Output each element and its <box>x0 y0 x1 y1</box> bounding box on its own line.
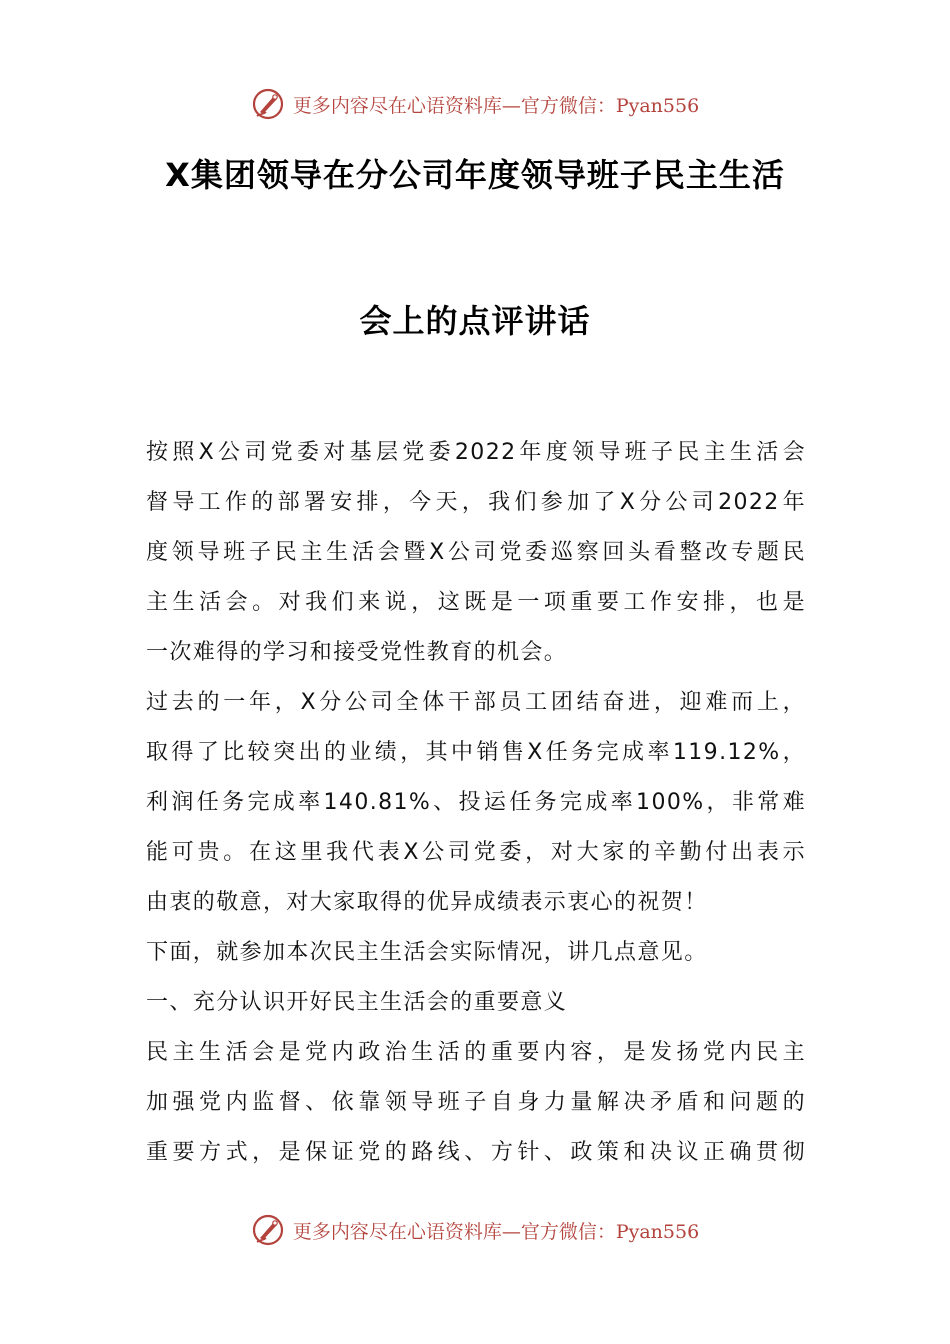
body-line: 一次难得的学习和接受党性教育的机会。 <box>146 640 568 665</box>
body-line: 主生活会。对我们来说，这既是一项重要工作安排，也是 <box>146 590 806 615</box>
body-line: 能可贵。在这里我代表X公司党委，对大家的辛勤付出表示 <box>146 840 806 865</box>
pen-logo-icon <box>251 87 285 121</box>
footer-banner-text: 更多内容尽在心语资料库—官方微信：Pyan556 <box>292 1220 700 1243</box>
body-line: 加强党内监督、依靠领导班子自身力量解决矛盾和问题的 <box>146 1090 806 1115</box>
footer-banner <box>0 1210 950 1250</box>
body-line: 由衷的敬意，对大家取得的优异成绩表示衷心的祝贺！ <box>146 890 708 915</box>
document-title-line-1: X集团领导在分公司年度领导班子民主生活 <box>165 156 785 194</box>
header-banner <box>0 84 950 124</box>
body-line: 利润任务完成率140.81%、投运任务完成率100%，非常难 <box>146 790 806 815</box>
body-line: 督导工作的部署安排，今天，我们参加了X分公司2022年 <box>146 490 806 515</box>
body-line: 取得了比较突出的业绩，其中销售X任务完成率119.12%， <box>146 740 806 765</box>
section-heading: 一、充分认识开好民主生活会的重要意义 <box>146 990 568 1015</box>
pen-logo-icon <box>251 1213 285 1247</box>
header-banner-text: 更多内容尽在心语资料库—官方微信：Pyan556 <box>292 94 700 117</box>
body-line: 度领导班子民主生活会暨X公司党委巡察回头看整改专题民 <box>146 540 806 565</box>
body-line: 过去的一年，X分公司全体干部员工团结奋进，迎难而上， <box>146 690 806 715</box>
body-line: 按照X公司党委对基层党委2022年度领导班子民主生活会 <box>146 440 806 465</box>
body-line: 重要方式，是保证党的路线、方针、政策和决议正确贯彻 <box>146 1140 806 1165</box>
document-body <box>146 428 806 1178</box>
body-line: 民主生活会是党内政治生活的重要内容，是发扬党内民主 <box>146 1040 806 1065</box>
document-title-line-2: 会上的点评讲话 <box>359 302 591 340</box>
body-line: 下面，就参加本次民主生活会实际情况，讲几点意见。 <box>146 940 708 965</box>
